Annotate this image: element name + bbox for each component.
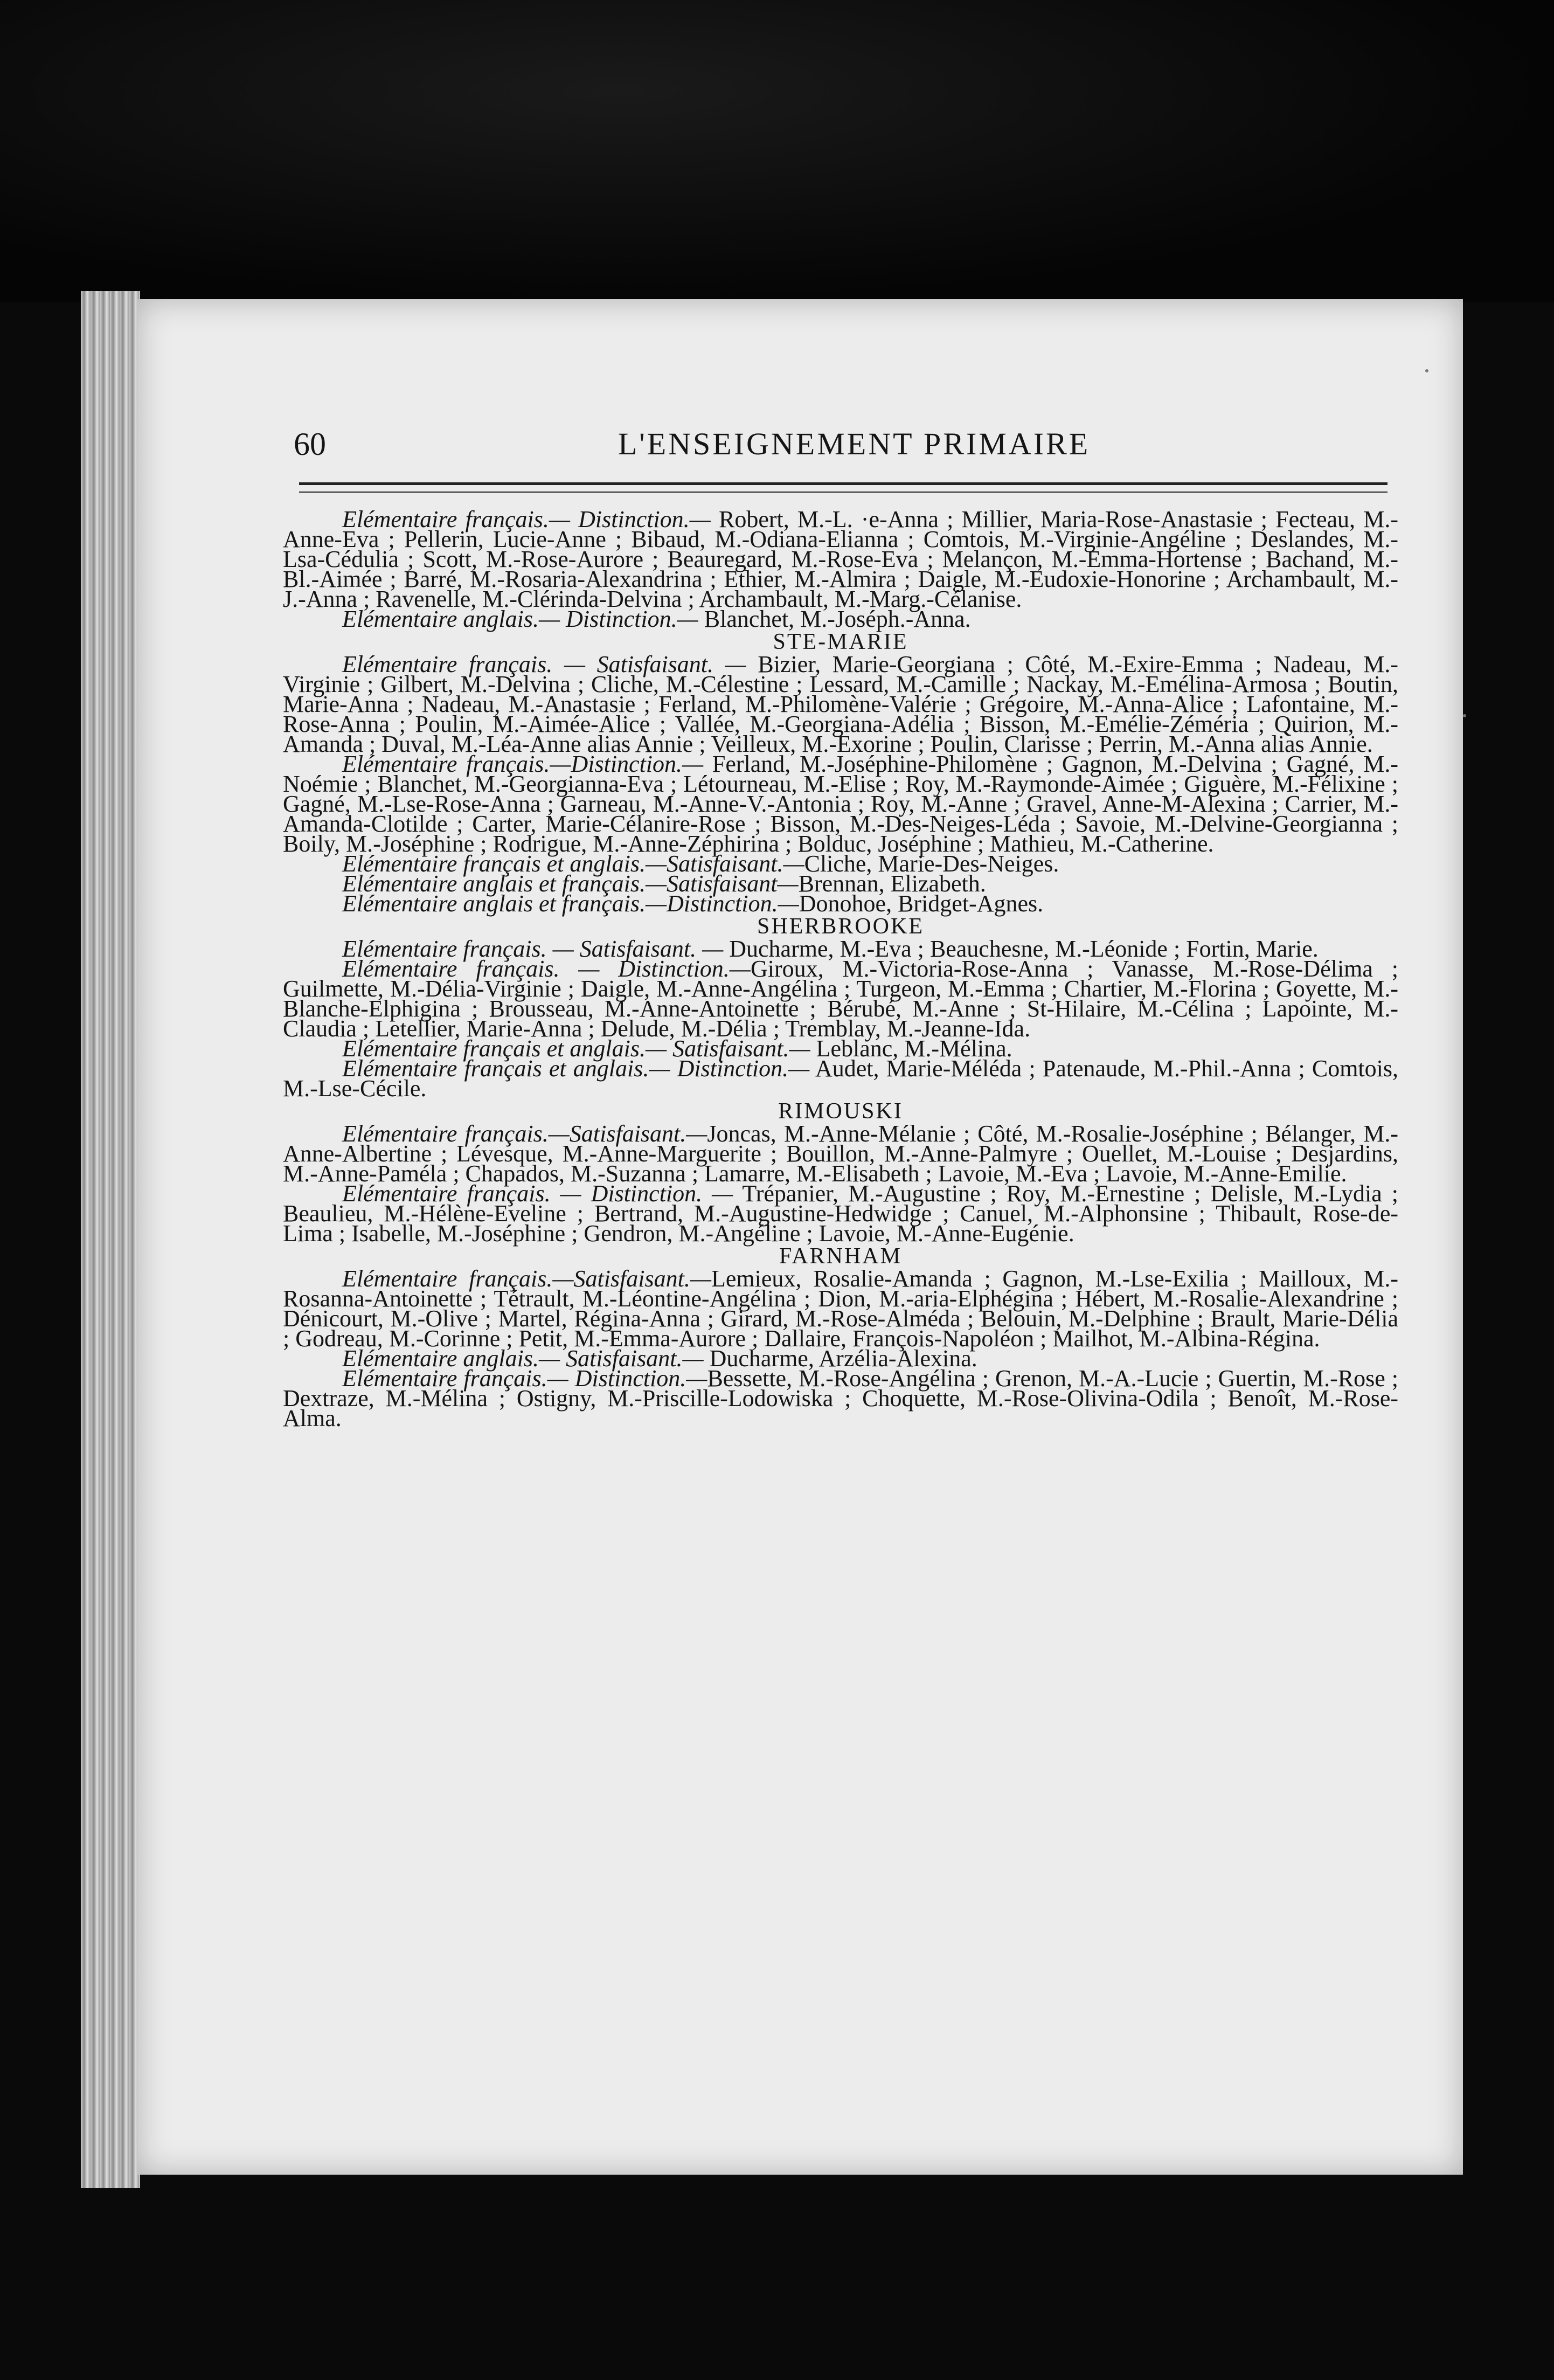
entry-names: Trépanier, M.-Augustine ; Roy, M.-Ernestine ; Delisle, M.-Lydia ; Beaulieu, M.-Hélène-Eveline ; Bertrand, M.-Augustine-Hedwidge ; Canuel, M.-Alphonsine ; Thibault, Rose-de-Lima ; Isabelle, M.-Joséphine ; Gendron, M.-Angéline ; Lavoie, M.-Anne-Eugénie. <box>283 1180 1398 1247</box>
page-number: 60 <box>294 426 326 462</box>
scan-speck <box>1463 714 1466 717</box>
result-entry <box>283 890 1398 917</box>
entry-category: Elémentaire français et anglais.— Satisfaisant.— <box>342 1035 810 1062</box>
entry-names: Ferland, M.-Joséphine-Philomène ; Gagnon, M.-Delvina ; Gagné, M.-Noémie ; Blanchet, M.-Georgianna-Eva ; Létourneau, M.-Elise ; Roy, M.-Raymonde-Aimée ; Giguère, M.-Félixine ; Gagné, M.-Lse-Rose-Anna ; Garneau, M.-Anne-V.-Antonia ; Roy, M.-Anne ; Gravel, Anne-M-Alexina ; Carrier, M.-Amanda-Clotilde ; Carter, Marie-Célanire-Rose ; Bisson, M.-Des-Neiges-Léda ; Savoie, M.-Delvine-Georgianna ; Boily, M.-Joséphine ; Rodrigue, M.-Anne-Zéphirina ; Bolduc, Joséphine ; Mathieu, M.-Catherine. <box>283 751 1398 857</box>
entry-names: Blanchet, M.-Joséph.-Anna. <box>698 606 971 632</box>
entry-names: Leblanc, M.-Mélina. <box>810 1035 1012 1062</box>
result-entry <box>283 751 1398 857</box>
body-text <box>283 506 1398 1431</box>
entry-names: Bessette, M.-Rose-Angélina ; Grenon, M.-A.-Lucie ; Guertin, M.-Rose ; Dextraze, M.-Mélina ; Ostigny, M.-Priscille-Lodowiska ; Choquette, M.-Rose-Olivina-Odila ; Benoît, M.-Rose-Alma. <box>283 1365 1398 1431</box>
result-entry <box>283 1120 1398 1187</box>
section-heading: STE-MARIE <box>773 629 908 654</box>
entry-category: Elémentaire français.—Satisfaisant.— <box>342 1265 711 1292</box>
entry-category: Elémentaire français. — Satisfaisant. — <box>342 651 746 677</box>
entry-category: Elémentaire anglais.— Distinction.— <box>342 606 698 632</box>
entry-names: Ducharme, Arzélia-Alexina. <box>703 1345 977 1372</box>
scan-speck <box>1425 369 1428 372</box>
result-entry <box>283 1055 1398 1102</box>
result-entry <box>283 1265 1398 1352</box>
entry-names: Audet, Marie-Méléda ; Patenaude, M.-Phil.-Anna ; Comtois, M.-Lse-Cécile. <box>283 1055 1398 1102</box>
running-title: L'ENSEIGNEMENT PRIMAIRE <box>618 426 1091 461</box>
result-entry <box>283 651 1398 757</box>
entry-category: Elémentaire anglais et français.—Satisfaisant— <box>342 870 799 897</box>
scan-background <box>0 0 1554 302</box>
section-heading: RIMOUSKI <box>778 1099 903 1124</box>
entry-category: Elémentaire français et anglais.— Distinction.— <box>342 1055 810 1082</box>
result-entry <box>283 606 1398 632</box>
result-entry <box>283 506 1398 612</box>
entry-names: Giroux, M.-Victoria-Rose-Anna ; Vanasse, M.-Rose-Délima ; Guilmette, M.-Délia-Virginie ; Daigle, M.-Anne-Angélina ; Turgeon, M.-Emma ; Chartier, M.-Florina ; Goyette, M.-Blanche-Elphigina ; Brousseau, M.-Anne-Antoinette ; Bérubé, M.-Anne ; St-Hilaire, M.-Célina ; Lapointe, M.-Claudia ; Letellier, Marie-Anna ; Delude, M.-Délia ; Tremblay, M.-Jeanne-Ida. <box>283 956 1398 1042</box>
entry-category: Elémentaire français. — Distinction. — <box>342 1180 733 1207</box>
entry-category: Elémentaire français.— Distinction.— <box>342 1365 707 1392</box>
entry-category: Elémentaire français. — Satisfaisant. — <box>342 936 724 962</box>
entry-names: Joncas, M.-Anne-Mélanie ; Côté, M.-Rosalie-Joséphine ; Bélanger, M.-Anne-Albertine ; Lévesque, M.-Anne-Marguerite ; Bouillon, M.-Anne-Palmyre ; Ouellet, M.-Louise ; Desjardins, M.-Anne-Paméla ; Chapados, M.-Suzanna ; Lamarre, M.-Elisabeth ; Lavoie, M.-Eva ; Lavoie, M.-Anne-Emilie. <box>283 1120 1398 1187</box>
entry-category: Elémentaire français. — Distinction.— <box>342 956 751 982</box>
entry-category: Elémentaire français.—Distinction.— <box>342 751 704 777</box>
book-binding <box>81 291 140 2188</box>
header-rule <box>299 482 1388 493</box>
entry-category: Elémentaire anglais et français.—Distinction.— <box>342 890 799 917</box>
entry-names: Robert, M.-L. ·e-Anna ; Millier, Maria-Rose-Anastasie ; Fecteau, M.-Anne-Eva ; Pellerin, Lucie-Anne ; Bibaud, M.-Odiana-Elianna ; Comtois, M.-Virginie-Angéline ; Deslandes, M.-Lsa-Cédulia ; Scott, M.-Rose-Aurore ; Beauregard, M.-Rose-Eva ; Melançon, M.-Emma-Hortense ; Bachand, M.-Bl.-Aimée ; Barré, M.-Rosaria-Alexandrina ; Ethier, M.-Almira ; Daigle, M.-Eudoxie-Honorine ; Archambault, M.-J.-Anna ; Ravenelle, M.-Clérinda-Delvina ; Archambault, M.-Marg.-Célanise. <box>283 506 1398 612</box>
entry-names: Donohoe, Bridget-Agnes. <box>799 890 1044 917</box>
book-page <box>137 299 1463 2175</box>
entry-names: Brennan, Elizabeth. <box>798 870 986 897</box>
entry-category: Elémentaire français.—Satisfaisant.— <box>342 1120 707 1147</box>
page-header <box>294 426 1414 469</box>
entry-category: Elémentaire français.— Distinction.— <box>342 506 711 532</box>
section-heading: FARNHAM <box>779 1244 902 1269</box>
entry-names: Lemieux, Rosalie-Amanda ; Gagnon, M.-Lse-Exilia ; Mailloux, M.-Rosanna-Antoinette ; Tétrault, M.-Léontine-Angélina ; Dion, M.-aria-Elphégina ; Hébert, M.-Rosalie-Alexandrine ; Dénicourt, M.-Olive ; Martel, Régina-Anna ; Girard, M.-Rose-Alméda ; Belouin, M.-Delphine ; Brault, Marie-Délia ; Godreau, M.-Corinne ; Petit, M.-Emma-Aurore ; Dallaire, François-Napoléon ; Mailhot, M.-Albina-Régina. <box>283 1265 1398 1352</box>
section-heading: SHERBROOKE <box>757 914 925 939</box>
entry-category: Elémentaire français et anglais.—Satisfaisant.— <box>342 850 804 877</box>
entry-category: Elémentaire anglais.— Satisfaisant.— <box>342 1345 704 1372</box>
result-entry <box>283 1365 1398 1431</box>
entry-names: Bizier, Marie-Georgiana ; Côté, M.-Exire-Emma ; Nadeau, M.-Virginie ; Gilbert, M.-Delvina ; Cliche, M.-Célestine ; Lessard, M.-Camille ; Nackay, M.-Emélina-Armosa ; Boutin, Marie-Anna ; Nadeau, M.-Anastasie ; Ferland, M.-Philomène-Valérie ; Grégoire, M.-Anna-Alice ; Lafontaine, M.-Rose-Anna ; Poulin, M.-Aimée-Alice ; Vallée, M.-Georgiana-Adélia ; Bisson, M.-Emélie-Zéméria ; Quirion, M.-Amanda ; Duval, M.-Léa-Anne alias Annie ; Veilleux, M.-Exorine ; Poulin, Clarisse ; Perrin, M.-Anna alias Annie. <box>283 651 1398 757</box>
result-entry <box>283 1180 1398 1247</box>
result-entry <box>283 956 1398 1042</box>
entry-names: Cliche, Marie-Des-Neiges. <box>804 850 1059 877</box>
entry-names: Ducharme, M.-Eva ; Beauchesne, M.-Léonide ; Fortin, Marie. <box>723 936 1319 962</box>
